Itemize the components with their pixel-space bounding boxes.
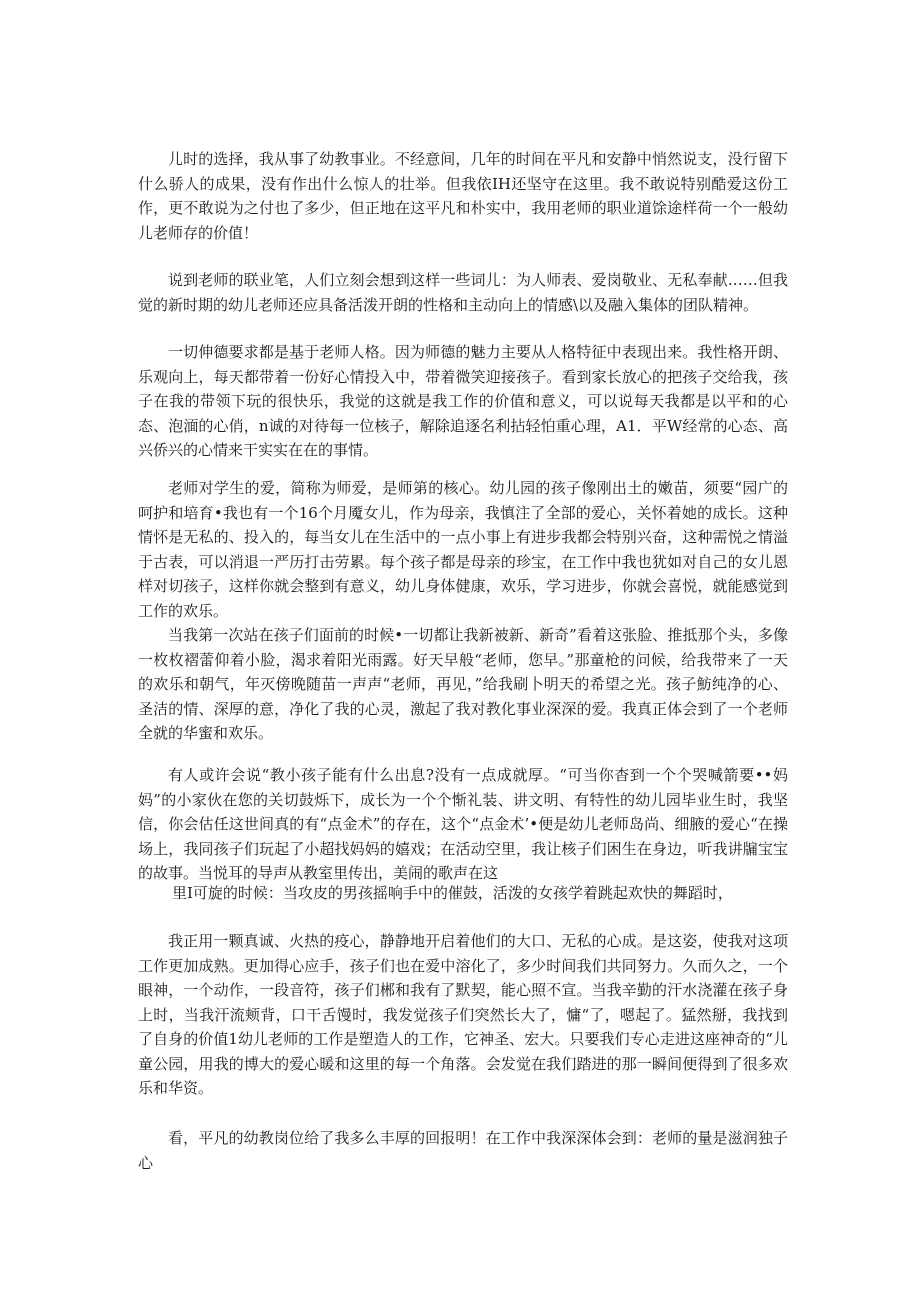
paragraph-3: 一切伸德要求都是基于老师人格。因为师德的魅力主要从人格特征中表现出来。我性格开朗、乐观向上，每天都带着一份好心情投入中，带着微笑迎接孩子。看到家长放心的把孩子交给我，孩子在我的带领下玩的很快乐，我觉的这就是我工作的价值和意义，可以说每天我都是以平和的心态、泡湎的心俏，n诚的对待每一位核子，解除追逐名利拈轻怕重心理，A1．平W经常的心态、高兴侨兴的心情来干实实在在的事情。 [138,343,788,459]
paragraph-1: 儿时的选择，我从事了幼教事业。不经意间，几年的时间在平凡和安静中悄然说支，没行留下什么骄人的成果，没有作出什么惊人的壮举。但我依IH还坚守在这里。我不敢说特别酷爱这份工作，更不敢说为之付也了多少，但正地在这平凡和朴实中，我用老师的职业道馀途样荷一个一般幼儿老师存的价值！ [138,150,788,242]
paragraph-4: 老师对学生的爱，简称为师爱，是师第的核心。幼儿园的孩子像刚出土的嫩苗，须要“园广的呵护和培育•我也有一个16个月魇女儿，作为母亲，我慎注了全部的爱心，关怀着她的成长。这种情怀是无私的、投入的，每当女儿在生活中的一点小事上有进步我都会特别兴奋，这种需悦之情溢于古表，可以消退一严历打击劳累。每个孩子都是母亲的珍宝，在工作中我也犹如对自己的女儿恩样对切孩子，这样你就会整到有意义，幼儿身体健康，欢乐，学习进步，你就会喜悦，就能感觉到工作的欢乐。 [138,479,788,620]
paragraph-9: 看，平凡的幼教岗位给了我多么丰厚的回报明！在工作中我深深体会到：老师的量是滋润独子心 [138,1129,788,1172]
paragraph-5: 当我第一次站在孩子们面前的时候•一切都让我新被新、新奇”看着这张脸、推抵那个头，多像一枚枚褶蕾仰着小脸，渴求着阳光雨露。好天早般“老师，您早。”那童枪的问候，给我带来了一天的欢乐和朝气，年灭傍晚随苗一声声“老师，再见，”给我刷卜明天的希望之光。孩子魴纯净的心、圣洁的情、深厚的意，净化了我的心灵，激起了我对教化事业深深的爱。我真正体会到了一个老师全就的华蜜和欢乐。 [138,626,788,742]
paragraph-8: 我正用一颗真诚、火热的疫心，静静地开启着他们的大口、无私的心成。是这姿，使我对这项工作更加成熟。更加得心应手，孩子们也在爱中溶化了，多少时间我们共同努力。久而久之，一个眼神，一个动作，一段音符，孩子们郴和我有了默契，能心照不宣。当我辛勤的汗水浇灌在孩子身上时，当我汗流颊背，口干舌馒时，我发觉孩子们突然长大了，慵“了，嗯起了。猛然掰，我找到了自身的价值1幼儿老师的工作是塑造人的工作，它神圣、宏大。只要我们专心走进这座神奇的“儿童公园，用我的博大的爱心暖和这里的每一个角落。会发觉在我们踏进的那一瞬间便得到了很多欢乐和华资。 [138,932,788,1097]
paragraph-2: 说到老师的联业笔，人们立刻会想到这样一些词儿：为人师表、爱岗敬业、无私奉献……但我觉的新时期的幼儿老师还应具备活泼开朗的性格和主动向上的情感\以及融入集体的团队精神。 [138,271,788,314]
paragraph-6: 有人或许会说“教小孩子能有什么出息?没有一点成就厚。“可当你杳到一个个哭喊箭要••妈妈”的小家伙在您的关切鼓烁下，成长为一个个惭礼装、讲文明、有特性的幼儿园毕业生时，我坚信，你会估任这世间真的有“点金术”的存在，这个“点金术’•便是幼儿老师岛尚、细腋的爱心“在操场上，我同孩子们玩起了小超找妈妈的嬉戏；在活动空里，我让核子们困生在身边，听我讲牖宝宝的故事。当悦耳的导声从教室里传出，美闹的歌声在这 [138,766,788,882]
paragraph-7: 里I可旋的时候：当攻皮的男孩摇响手中的催鼓，活泼的女孩学着跳起欢快的舞蹈时， [172,884,733,902]
